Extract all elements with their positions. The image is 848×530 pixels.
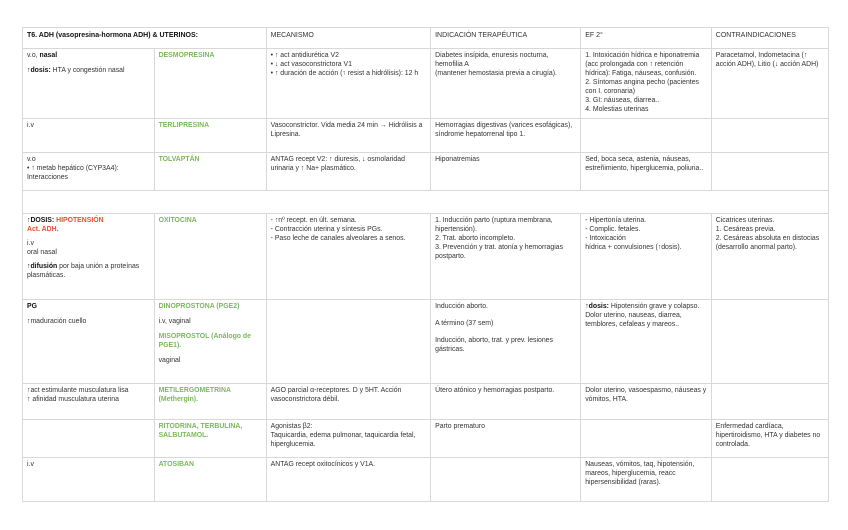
drug-name: TERLIPRESINA — [154, 118, 266, 152]
drug-name: TOLVAPTÁN — [154, 152, 266, 190]
ef-cell: Dolor uterino, vasoespasmo, náuseas y vómitos, HTA. — [581, 383, 712, 419]
header-mecanismo: MECANISMO — [266, 28, 430, 49]
header-contraindicaciones: CONTRAINDICACIONES — [711, 28, 828, 49]
drug-name: OXITOCINA — [154, 213, 266, 299]
admin-cell: i.v — [23, 118, 155, 152]
contra-cell: Paracetamol, Indometacina (↑ acción ADH), Litio (↓ acción ADH) — [711, 49, 828, 119]
admin-cell: v.o • ↑ metab hepático (CYP3A4): Interacciones — [23, 152, 155, 190]
indication-cell: Inducción aborto. A término (37 sem) Inducción, aborto, trat. y prev. lesiones gástricas. — [431, 299, 581, 383]
drug-table-container — [22, 27, 829, 502]
drug-name: METILERGOMETRINA (Methergin). — [154, 383, 266, 419]
header-indicacion: INDICACIÓN TERAPÉUTICA — [431, 28, 581, 49]
indication-cell: Hemorragias digestivas (varices esofágicas), síndrome hepatorrenal tipo 1. — [431, 118, 581, 152]
mechanism-cell: Vasoconstrictor. Vida media 24 min → Hidrólisis a Lipresina. — [266, 118, 430, 152]
indication-cell — [431, 457, 581, 501]
ef-cell: ↑dosis: Hipotensión grave y colapso. Dolor uterino, nauseas, diarrea, temblores, cefaleas y mareos.. — [581, 299, 712, 383]
table-title: T6. ADH (vasopresina-hormona ADH) & UTERINOS: — [23, 28, 267, 49]
mechanism-cell: Agonistas β2: Taquicardia, edema pulmonar, taquicardia fetal, hiperglucemia. — [266, 419, 430, 457]
contra-cell — [711, 118, 828, 152]
table-row — [23, 419, 829, 457]
table-row — [23, 152, 829, 190]
indication-cell: Hiponatremias — [431, 152, 581, 190]
header-ef: EF 2° — [581, 28, 712, 49]
contra-cell — [711, 457, 828, 501]
admin-cell: ↑act estimulante musculatura lisa ↑ afinidad musculatura uterina — [23, 383, 155, 419]
ef-cell — [581, 419, 712, 457]
table-row — [23, 299, 829, 383]
mechanism-cell: • ↑ act antidiurética V2 • ↓ act vasoconstrictora V1 • ↑ duración de acción (↑ resist a hidrólisis): 12 h — [266, 49, 430, 119]
table-row — [23, 49, 829, 119]
drug-name: RITODRINA, TERBULINA, SALBUTAMOL. — [154, 419, 266, 457]
indication-cell: Diabetes insípida, enuresis nocturna, hemofilia A (mantener hemostasia previa a cirugía). — [431, 49, 581, 119]
table-row — [23, 383, 829, 419]
table-row — [23, 457, 829, 501]
admin-cell: ↑DOSIS: HIPOTENSIÓN Act. ADH. i.v oral nasal ↑difusión por baja unión a proteínas plasmáticas. — [23, 213, 155, 299]
indication-cell: 1. Inducción parto (ruptura membrana, hipertensión). 2. Trat. aborto incompleto. 3. Prevención y trat. atonía y hemorragias postparto. — [431, 213, 581, 299]
drug-name: DINOPROSTONA (PGE2) i.v, vaginal MISOPROSTOL (Análogo de PGE1). vaginal — [154, 299, 266, 383]
drug-name: ATOSIBAN — [154, 457, 266, 501]
ef-cell: - Hipertonía uterina. - Complic. fetales. - Intoxicación hídrica + convulsiones (↑dosis). — [581, 213, 712, 299]
contra-cell: Enfermedad cardíaca, hipertiroidismo, HTA y diabetes no controlada. — [711, 419, 828, 457]
mechanism-cell — [266, 299, 430, 383]
table-row — [23, 213, 829, 299]
admin-cell: PG ↑maduración cuello — [23, 299, 155, 383]
admin-cell: i.v — [23, 457, 155, 501]
ef-cell: 1. Intoxicación hídrica e hiponatremia (acc prolongada con ↑ retención hídrica): Fatiga, náuseas, confusión. 2. Síntomas angina pecho (pacientes con I. coronaria) 3. GI: náuseas, diarrea.. 4. Molestias uterinas — [581, 49, 712, 119]
indication-cell: Parto prematuro — [431, 419, 581, 457]
contra-cell: Cicatrices uterinas. 1. Cesáreas previa. 2. Cesáreas absoluta en distocias (desarrollo anormal parto). — [711, 213, 828, 299]
contra-cell — [711, 383, 828, 419]
indication-cell: Útero atónico y hemorragias postparto. — [431, 383, 581, 419]
ef-cell: Sed, boca seca, astenia, náuseas, estreñimiento, hiperglucemia, poliuria.. — [581, 152, 712, 190]
mechanism-cell: ANTAG recept oxitocínicos y V1A. — [266, 457, 430, 501]
admin-cell: v.o, nasal ↑dosis: HTA y congestión nasal — [23, 49, 155, 119]
separator-row — [23, 190, 829, 213]
table-row — [23, 118, 829, 152]
drug-table — [22, 27, 829, 502]
ef-cell: Nauseas, vómitos, taq, hipotensión, mareos, hiperglucemia, reacc hipersensibilidad (raras). — [581, 457, 712, 501]
mechanism-cell: - ↑nº recept. en últ. semana. - Contracción uterina y síntesis PGs. - Paso leche de canales alveolares a senos. — [266, 213, 430, 299]
contra-cell — [711, 299, 828, 383]
ef-cell — [581, 118, 712, 152]
admin-cell — [23, 419, 155, 457]
contra-cell — [711, 152, 828, 190]
mechanism-cell: ANTAG recept V2: ↑ diuresis, ↓ osmolaridad urinaria y ↑ Na+ plasmático. — [266, 152, 430, 190]
header-row — [23, 28, 829, 49]
mechanism-cell: AGO parcial α-receptores. D y 5HT. Acción vasoconstrictora débil. — [266, 383, 430, 419]
drug-name: DESMOPRESINA — [154, 49, 266, 119]
